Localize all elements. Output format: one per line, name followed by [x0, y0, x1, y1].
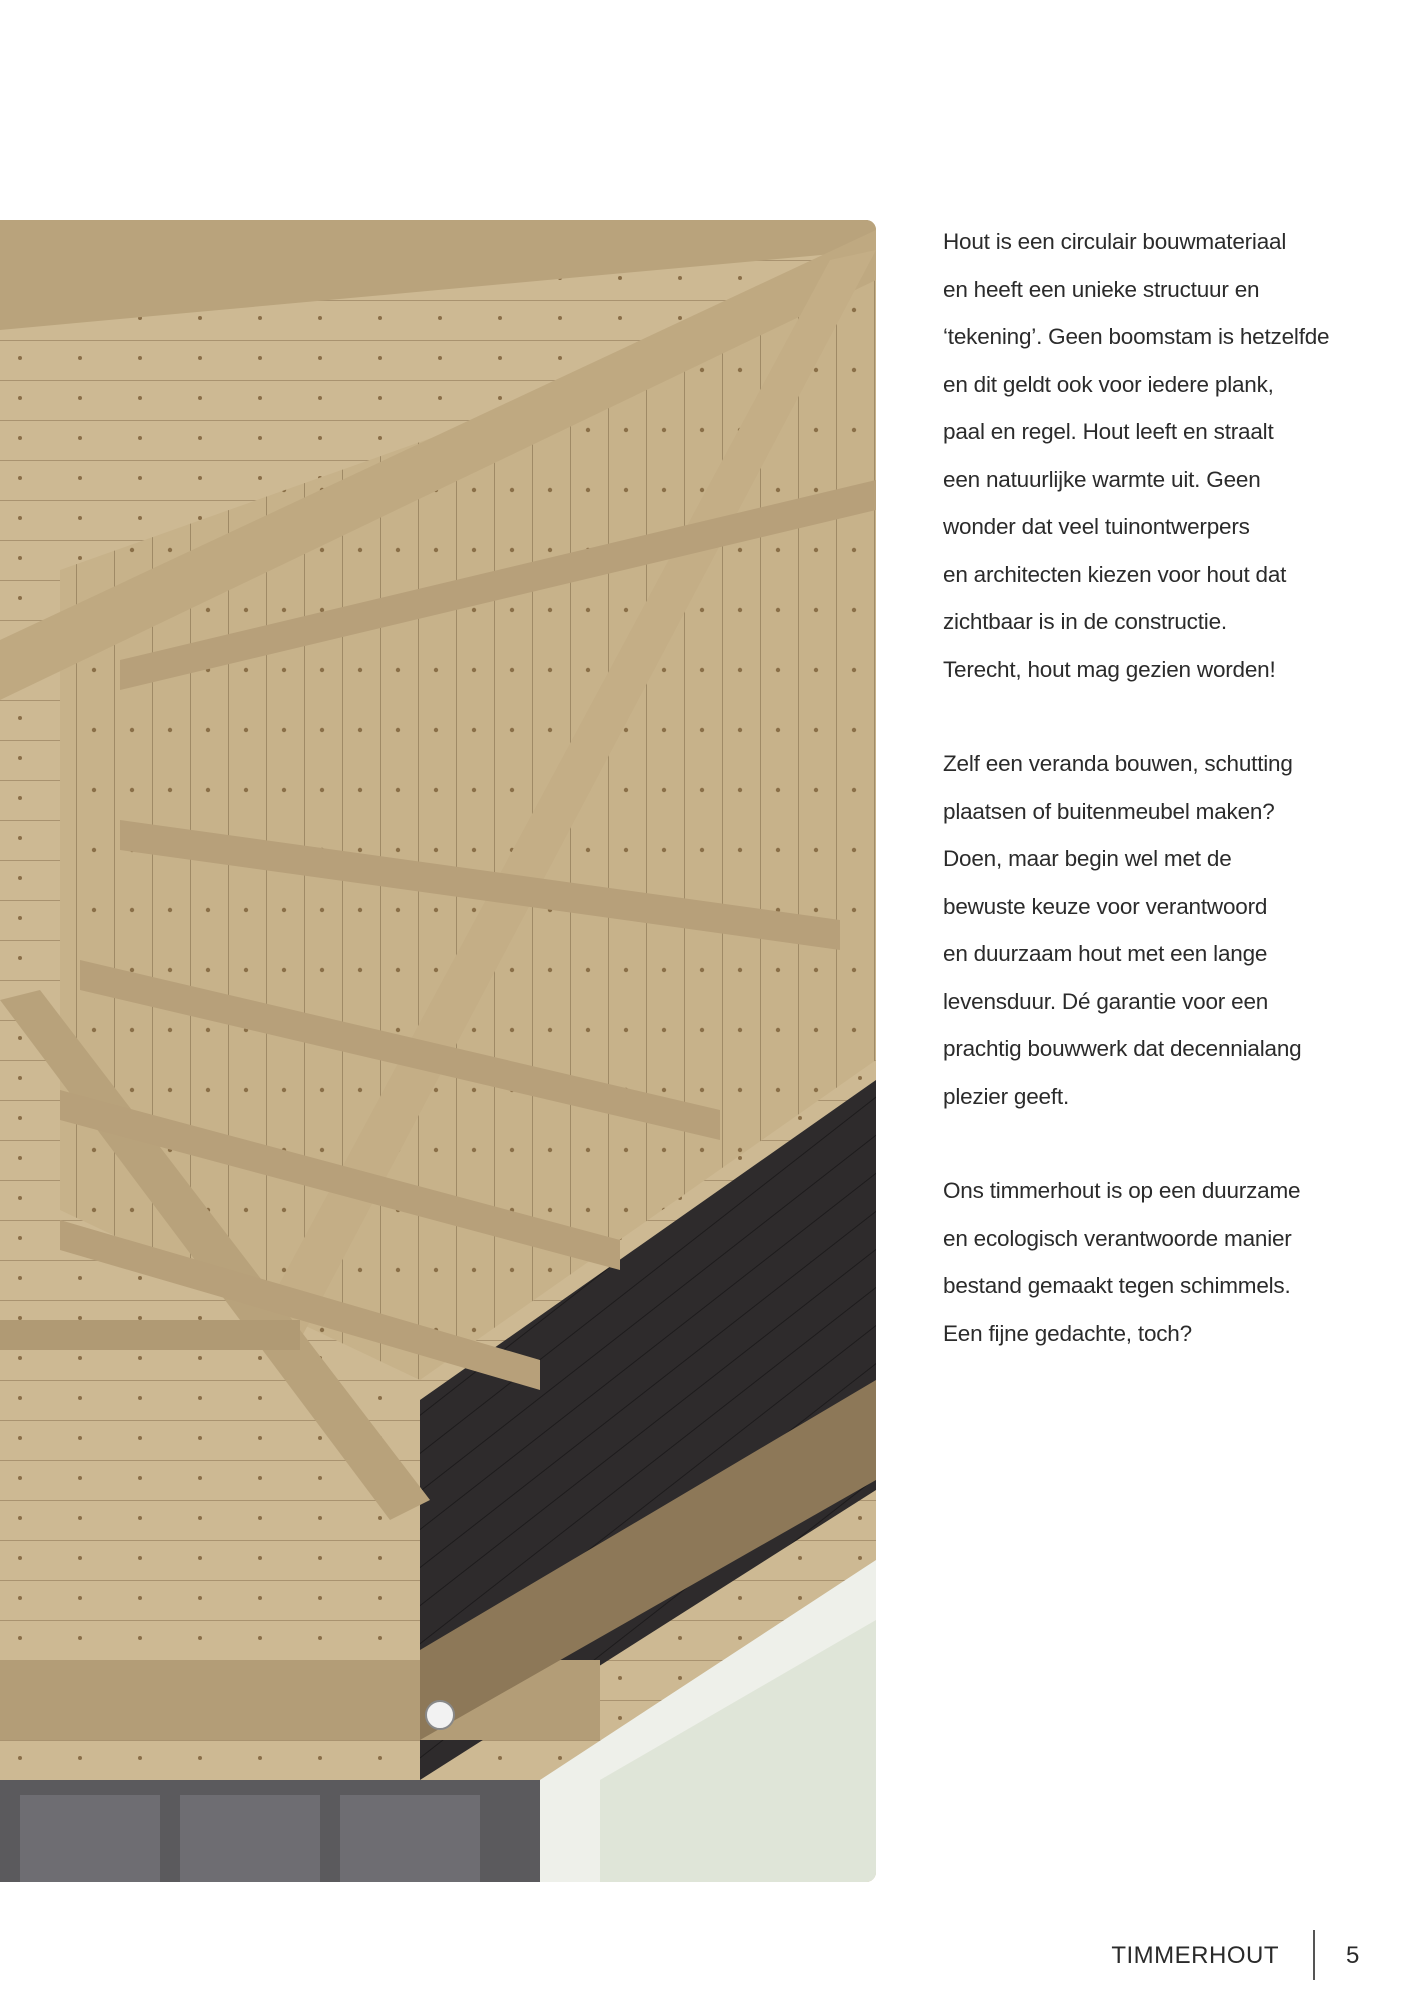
text-line: Ons timmerhout is op een duurzame	[943, 1178, 1301, 1203]
text-line: en architecten kiezen voor hout dat	[943, 561, 1287, 587]
text-line: een natuurlijke warmte uit. Geen	[943, 466, 1261, 492]
text-line: Hout is een circulair bouwmateriaal	[943, 229, 1287, 254]
text-line: prachtig bouwwerk dat decennialang	[943, 1036, 1302, 1061]
text-line: Doen, maar begin wel met de	[943, 846, 1232, 871]
footer-divider	[1313, 1930, 1315, 1980]
text-line: bestand gemaakt tegen schimmels.	[943, 1273, 1291, 1298]
text-line: en heeft een unieke structuur en	[943, 276, 1260, 302]
text-line: paal en regel. Hout leeft en straalt	[943, 419, 1274, 444]
page-footer	[0, 1930, 1414, 1980]
text-line: Terecht, hout mag gezien worden!	[943, 656, 1276, 682]
section-label: TIMMERHOUT	[1111, 1942, 1279, 1969]
text-line: plaatsen of buitenmeubel maken?	[943, 798, 1275, 824]
text-line: Zelf een veranda bouwen, schutting	[943, 751, 1293, 776]
text-line: en ecologisch verantwoorde manier	[943, 1225, 1292, 1251]
text-line: en duurzaam hout met een lange	[943, 941, 1268, 966]
text-line: levensduur. Dé garantie voor een	[943, 988, 1269, 1014]
text-line: ‘tekening’. Geen boomstam is hetzelfde	[943, 324, 1330, 349]
paragraph-2	[943, 740, 1363, 1120]
text-line: en dit geldt ook voor iedere plank,	[943, 371, 1274, 397]
timber-roof-photo	[0, 220, 876, 1882]
paragraph-3	[943, 1167, 1363, 1357]
body-text	[943, 218, 1363, 1404]
paragraph-1	[943, 218, 1363, 693]
page-number: 5	[1346, 1942, 1360, 1969]
text-line: plezier geeft.	[943, 1083, 1070, 1109]
text-line: Een fijne gedachte, toch?	[943, 1320, 1192, 1346]
text-line: bewuste keuze voor verantwoord	[943, 893, 1268, 919]
text-line: zichtbaar is in de constructie.	[943, 609, 1227, 634]
text-line: wonder dat veel tuinontwerpers	[943, 514, 1250, 539]
